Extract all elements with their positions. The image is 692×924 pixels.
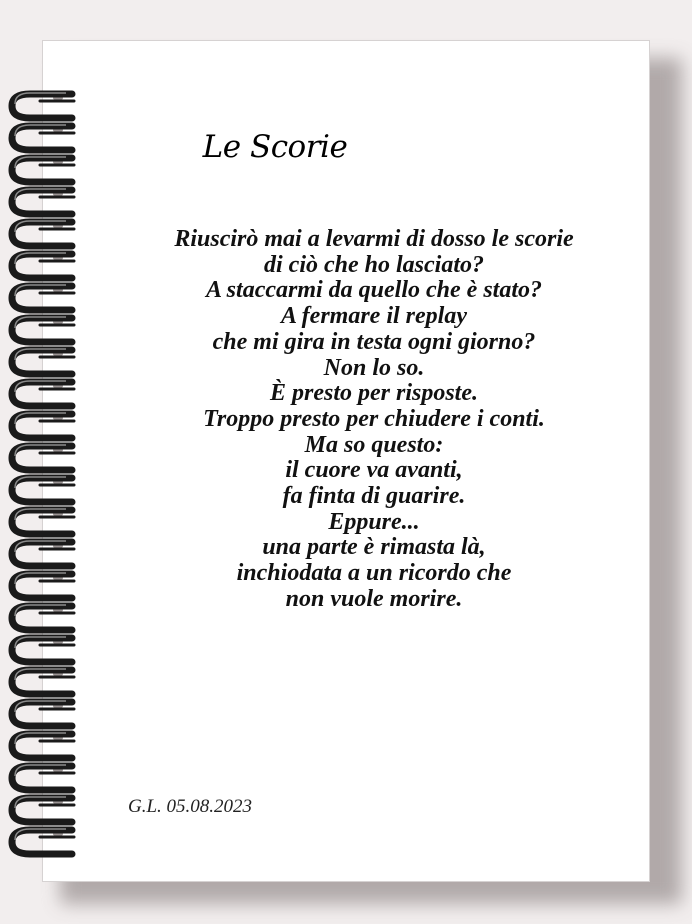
poem-line: È presto per risposte.: [269, 380, 478, 407]
spiral-ring: [12, 125, 74, 150]
spiral-ring: [12, 573, 74, 598]
spiral-binding: [0, 80, 86, 860]
spiral-ring: [12, 285, 74, 310]
poem-line: Riuscirò mai a levarmi di dosso le scorie: [174, 226, 574, 252]
spiral-ring: [12, 445, 74, 470]
spiral-ring: [12, 509, 74, 534]
poem-line: Eppure...: [328, 508, 420, 535]
spiral-ring: [12, 349, 74, 374]
spiral-ring: [12, 797, 74, 822]
spiral-ring: [12, 253, 74, 278]
spiral-ring: [12, 413, 74, 438]
poem-line: Troppo presto per chiudere i conti.: [203, 405, 545, 432]
poem-line: A staccarmi da quello che è stato?: [206, 277, 542, 304]
poem-line: non vuole morire.: [285, 585, 463, 612]
poem-line: inchiodata a un ricordo che: [236, 560, 512, 587]
poem-title: Le Scorie: [202, 129, 348, 165]
spiral-ring: [12, 381, 74, 406]
poem-line: Non lo so.: [323, 354, 425, 381]
spiral-ring: [12, 733, 74, 758]
spiral-ring: [12, 189, 74, 214]
poem-line: A fermare il replay: [281, 303, 467, 330]
spiral-ring: [12, 637, 74, 662]
poem-line: che mi gira in testa ogni giorno?: [212, 328, 536, 355]
spiral-ring: [12, 221, 74, 246]
poem-body: [64, 227, 684, 613]
poem-line: il cuore va avanti,: [285, 457, 463, 484]
spiral-ring: [12, 669, 74, 694]
spiral-ring: [12, 765, 74, 790]
signature-date: G.L. 05.08.2023: [128, 796, 253, 817]
spiral-ring: [12, 701, 74, 726]
spiral-ring: [12, 829, 74, 854]
spiral-ring: [12, 541, 74, 566]
poem-line: Ma so questo:: [304, 431, 444, 458]
spiral-ring: [12, 605, 74, 630]
spiral-ring: [12, 477, 74, 502]
spiral-ring: [12, 317, 74, 342]
poem-line: una parte è rimasta là,: [262, 534, 486, 561]
poem-line: fa finta di guarire.: [282, 483, 466, 510]
poem-line: di ciò che ho lasciato?: [264, 251, 484, 278]
spiral-ring: [12, 93, 74, 118]
spiral-ring: [12, 157, 74, 182]
